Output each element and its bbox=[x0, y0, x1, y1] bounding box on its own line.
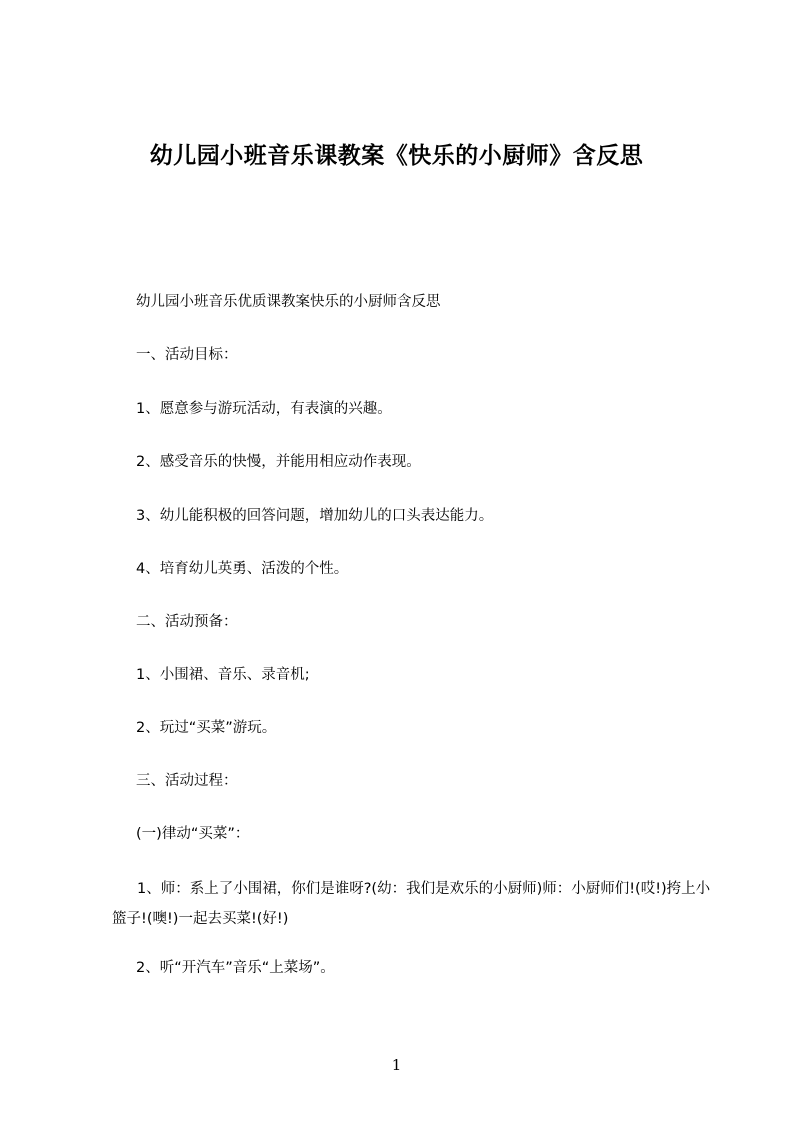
goal-item-1: 1、愿意参与游玩活动，有表演的兴趣。 bbox=[136, 401, 392, 417]
document-subtitle: 幼儿园小班音乐优质课教案快乐的小厨师含反思 bbox=[136, 294, 441, 310]
section-heading-preparation: 二、活动预备： bbox=[136, 614, 238, 630]
process-step-2: 2、听“开汽车”音乐“上菜场”。 bbox=[136, 960, 335, 976]
process-subheading-1: (一)律动“买菜”： bbox=[136, 826, 250, 842]
goal-item-4: 4、培育幼儿英勇、活泼的个性。 bbox=[136, 561, 349, 577]
goal-item-2: 2、感受音乐的快慢，并能用相应动作表现。 bbox=[136, 454, 421, 470]
section-heading-goals: 一、活动目标： bbox=[136, 347, 238, 363]
preparation-item-2: 2、玩过“买菜”游玩。 bbox=[136, 720, 277, 736]
page-number: 1 bbox=[391, 1056, 402, 1074]
section-heading-process: 三、活动过程： bbox=[136, 773, 238, 789]
document-title: 幼儿园小班音乐课教案《快乐的小厨师》含反思 bbox=[149, 143, 644, 169]
process-step-1: 1、师：系上了小围裙，你们是谁呀?(幼：我们是欢乐的小厨师)师：小厨师们!(哎!)挎上小篮子!(噢!)一起去买菜!(好!) bbox=[112, 881, 711, 927]
goal-item-3: 3、幼儿能积极的回答问题，增加幼儿的口头表达能力。 bbox=[136, 508, 494, 524]
preparation-item-1: 1、小围裙、音乐、录音机; bbox=[136, 667, 310, 683]
